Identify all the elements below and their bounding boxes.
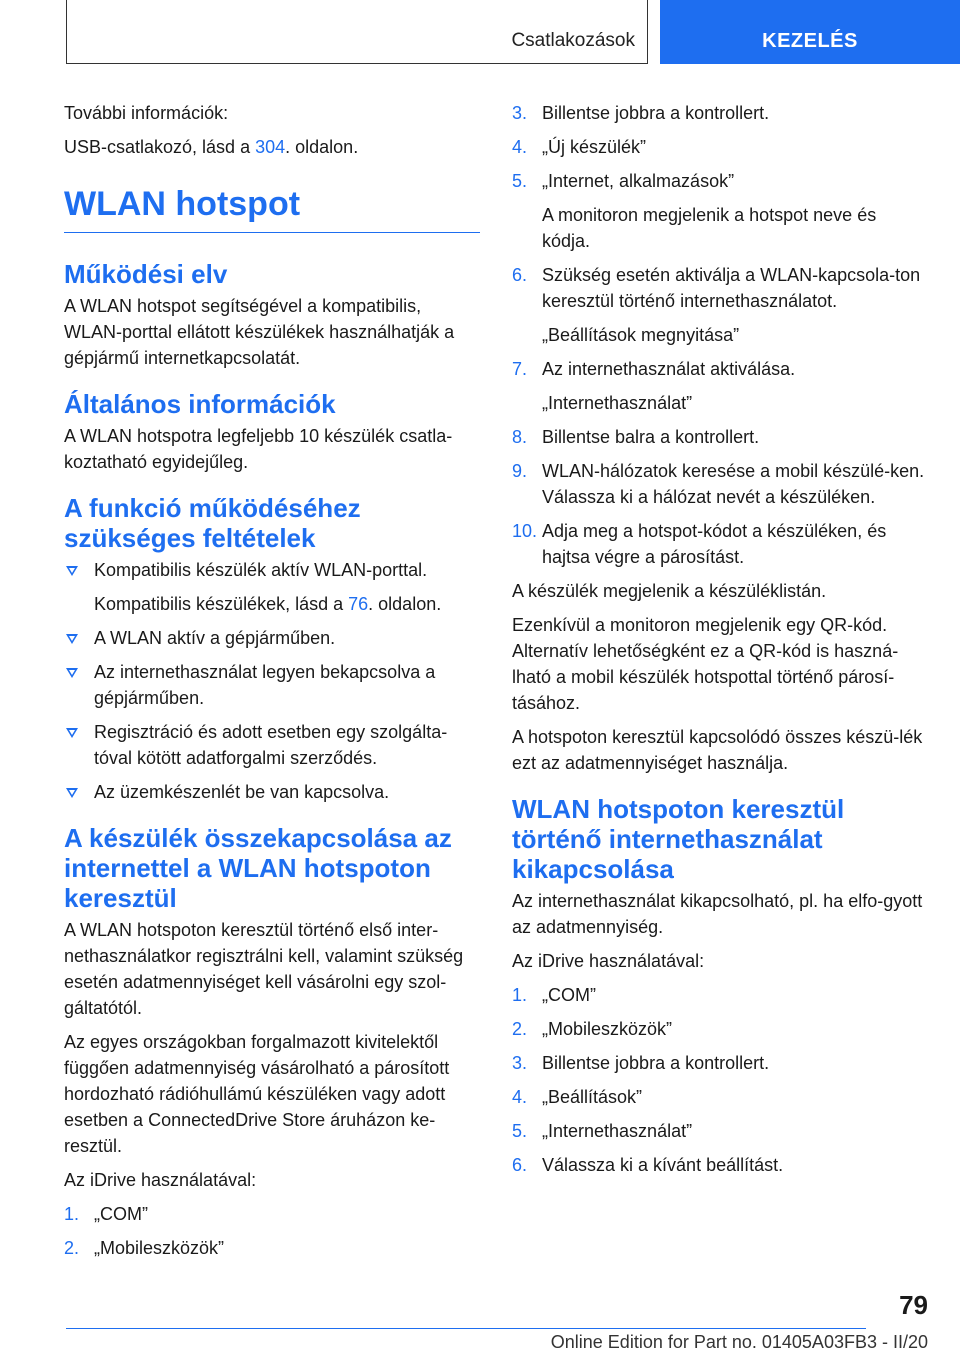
step-text: „Új készülék” [542,137,647,157]
step-number: 10. [512,521,538,541]
section-title: Csatlakozások [511,30,635,51]
step-number: 4. [512,1087,528,1107]
list-item [512,1016,928,1042]
usb-reference [64,134,480,160]
intro-label: További információk: [64,103,229,123]
list-item [512,100,928,126]
triangle-bullet-icon [66,728,78,738]
requirement-text: A WLAN aktív a gépjárműben. [94,628,336,648]
requirement-subtext [94,591,480,617]
step-number: 4. [512,137,528,157]
edition-text: Online Edition for Part no. 01405A03FB3 - II/20 [550,1332,928,1352]
list-item [512,982,928,1008]
list-item [64,1235,480,1261]
requirements-heading: A funkció működéséhez szükséges feltételek [64,493,361,553]
disable-text: Az internethasználat kikapcsolható, pl. ha elfo-gyott az adatmennyiség. [512,891,923,937]
chapter-title: KEZELÉS [762,30,858,52]
list-item [64,625,480,651]
step-number: 8. [512,427,528,447]
list-item [512,1152,928,1178]
after-text-3: A hotspoton keresztül kapcsolódó összes készü-lék ezt az adatmennyiséget használja. [512,727,923,773]
list-item [512,168,928,254]
requirement-text: Az üzemkészenlét be van kapcsolva. [94,782,390,802]
connect-steps [64,1201,480,1261]
step-number: 7. [512,359,528,379]
step-number: 6. [512,265,528,285]
triangle-bullet-icon [66,788,78,798]
usb-reference-text: USB-csatlakozó, lásd a [64,137,256,157]
list-item [512,356,928,416]
requirement-text: Regisztráció és adott esetben egy szolgálta-tóval kötött adatforgalmi szerződés. [94,722,448,768]
list-item [512,134,928,160]
step-number: 2. [64,1238,80,1258]
requirement-text: Az internethasználat legyen bekapcsolva a gépjárműben. [94,662,436,708]
list-item [64,1201,480,1227]
list-item [512,424,928,450]
section-tab [66,0,648,64]
step-number: 1. [512,985,528,1005]
idrive-label: Az iDrive használatával: [512,951,705,971]
page-footer [0,1290,960,1362]
step-number: 2. [512,1019,528,1039]
connect-text-2: Az egyes országokban forgalmazott kivitelektől függően adatmennyiség vásárolható a párosított hordozható rádióhullámú készüléken vagy adott esetben a ConnectedDrive Store áruházon ke-resztül. [64,1032,450,1156]
step-text: Billentse jobbra a kontrollert. [542,103,770,123]
step-number: 1. [64,1204,80,1224]
principle-text: A WLAN hotspot segítségével a kompatibilis, WLAN-porttal ellátott készülékek használhatják a gépjármű internetkapcsolatát. [64,296,455,368]
list-item [64,779,480,805]
general-heading: Általános információk [64,389,336,419]
connect-text-1: A WLAN hotspoton keresztül történő első inter-nethasználatkor regisztrálni kell, valamint szükség esetén adatmennyiséget kell vásárolni egy szol-gáltatótól. [64,920,464,1018]
triangle-bullet-icon [66,634,78,644]
requirement-text: Kompatibilis készülék aktív WLAN-porttal. [94,560,428,580]
page-header [0,0,960,66]
list-item [64,557,480,617]
list-item [512,1118,928,1144]
footer-divider [66,1328,866,1329]
step-number: 3. [512,1053,528,1073]
page-number: 79 [899,1290,928,1320]
step-number: 9. [512,461,528,481]
list-item [512,262,928,348]
step-subtext: A monitoron megjelenik a hotspot neve és kódja. [542,205,877,251]
step-text: Szükség esetén aktiválja a WLAN-kapcsola-ton keresztül történő internethasználatot. [542,265,921,311]
usb-page-link[interactable]: 304 [255,137,286,157]
usb-reference-suffix: . oldalon. [285,137,359,157]
left-column [64,100,480,1269]
right-column [512,100,928,1186]
requirements-list [64,557,480,805]
list-item [64,719,480,771]
step-number: 3. [512,103,528,123]
step-text: „Mobileszközök” [542,1019,673,1039]
step-text: „COM” [542,985,596,1005]
step-text: WLAN-hálózatok keresése a mobil készülé-ken. Válassza ki a hálózat nevét a készüléken. [542,461,925,507]
disable-heading: WLAN hotspoton keresztül történő internethasználat kikapcsolása [512,794,845,884]
connect-heading: A készülék összekapcsolása az internettel a WLAN hotspoton keresztül [64,823,452,913]
step-text: Billentse jobbra a kontrollert. [542,1053,770,1073]
step-number: 6. [512,1155,528,1175]
step-subtext: „Internethasználat” [542,393,693,413]
step-text: „Internet, alkalmazások” [542,171,735,191]
list-item [512,1050,928,1076]
triangle-bullet-icon [66,668,78,678]
subtext-prefix: Kompatibilis készülékek, lásd a [94,594,349,614]
step-subtext: „Beállítások megnyitása” [542,325,740,345]
list-item [512,1084,928,1110]
chapter-tab [660,0,960,64]
step-text: „COM” [94,1204,148,1224]
subtext-suffix: . oldalon. [368,594,442,614]
step-number: 5. [512,171,528,191]
list-item [512,458,928,510]
devices-page-link[interactable]: 76 [348,594,369,614]
step-text: „Beállítások” [542,1087,643,1107]
step-text: Adja meg a hotspot-kódot a készüléken, és hajtsa végre a párosítást. [542,521,887,567]
step-text: „Mobileszközök” [94,1238,225,1258]
step-text: Válassza ki a kívánt beállítást. [542,1155,784,1175]
list-item [64,659,480,711]
disable-steps [512,982,928,1178]
step-text: Az internethasználat aktiválása. [542,359,796,379]
idrive-label: Az iDrive használatával: [64,1170,257,1190]
after-text-1: A készülék megjelenik a készüléklistán. [512,581,827,601]
step-text: „Internethasználat” [542,1121,693,1141]
step-text: Billentse balra a kontrollert. [542,427,760,447]
after-text-2: Ezenkívül a monitoron megjelenik egy QR-kód. Alternatív lehetőségként ez a QR-kód is haszná-lható a mobil készülék hotspottal történő párosí-tásához. [512,615,899,713]
main-title: WLAN hotspot [64,184,480,233]
principle-heading: Működési elv [64,259,228,289]
connect-steps-continued [512,100,928,570]
general-text: A WLAN hotspotra legfeljebb 10 készülék csatla-koztatható egyidejűleg. [64,426,453,472]
triangle-bullet-icon [66,566,78,576]
step-number: 5. [512,1121,528,1141]
list-item [512,518,928,570]
